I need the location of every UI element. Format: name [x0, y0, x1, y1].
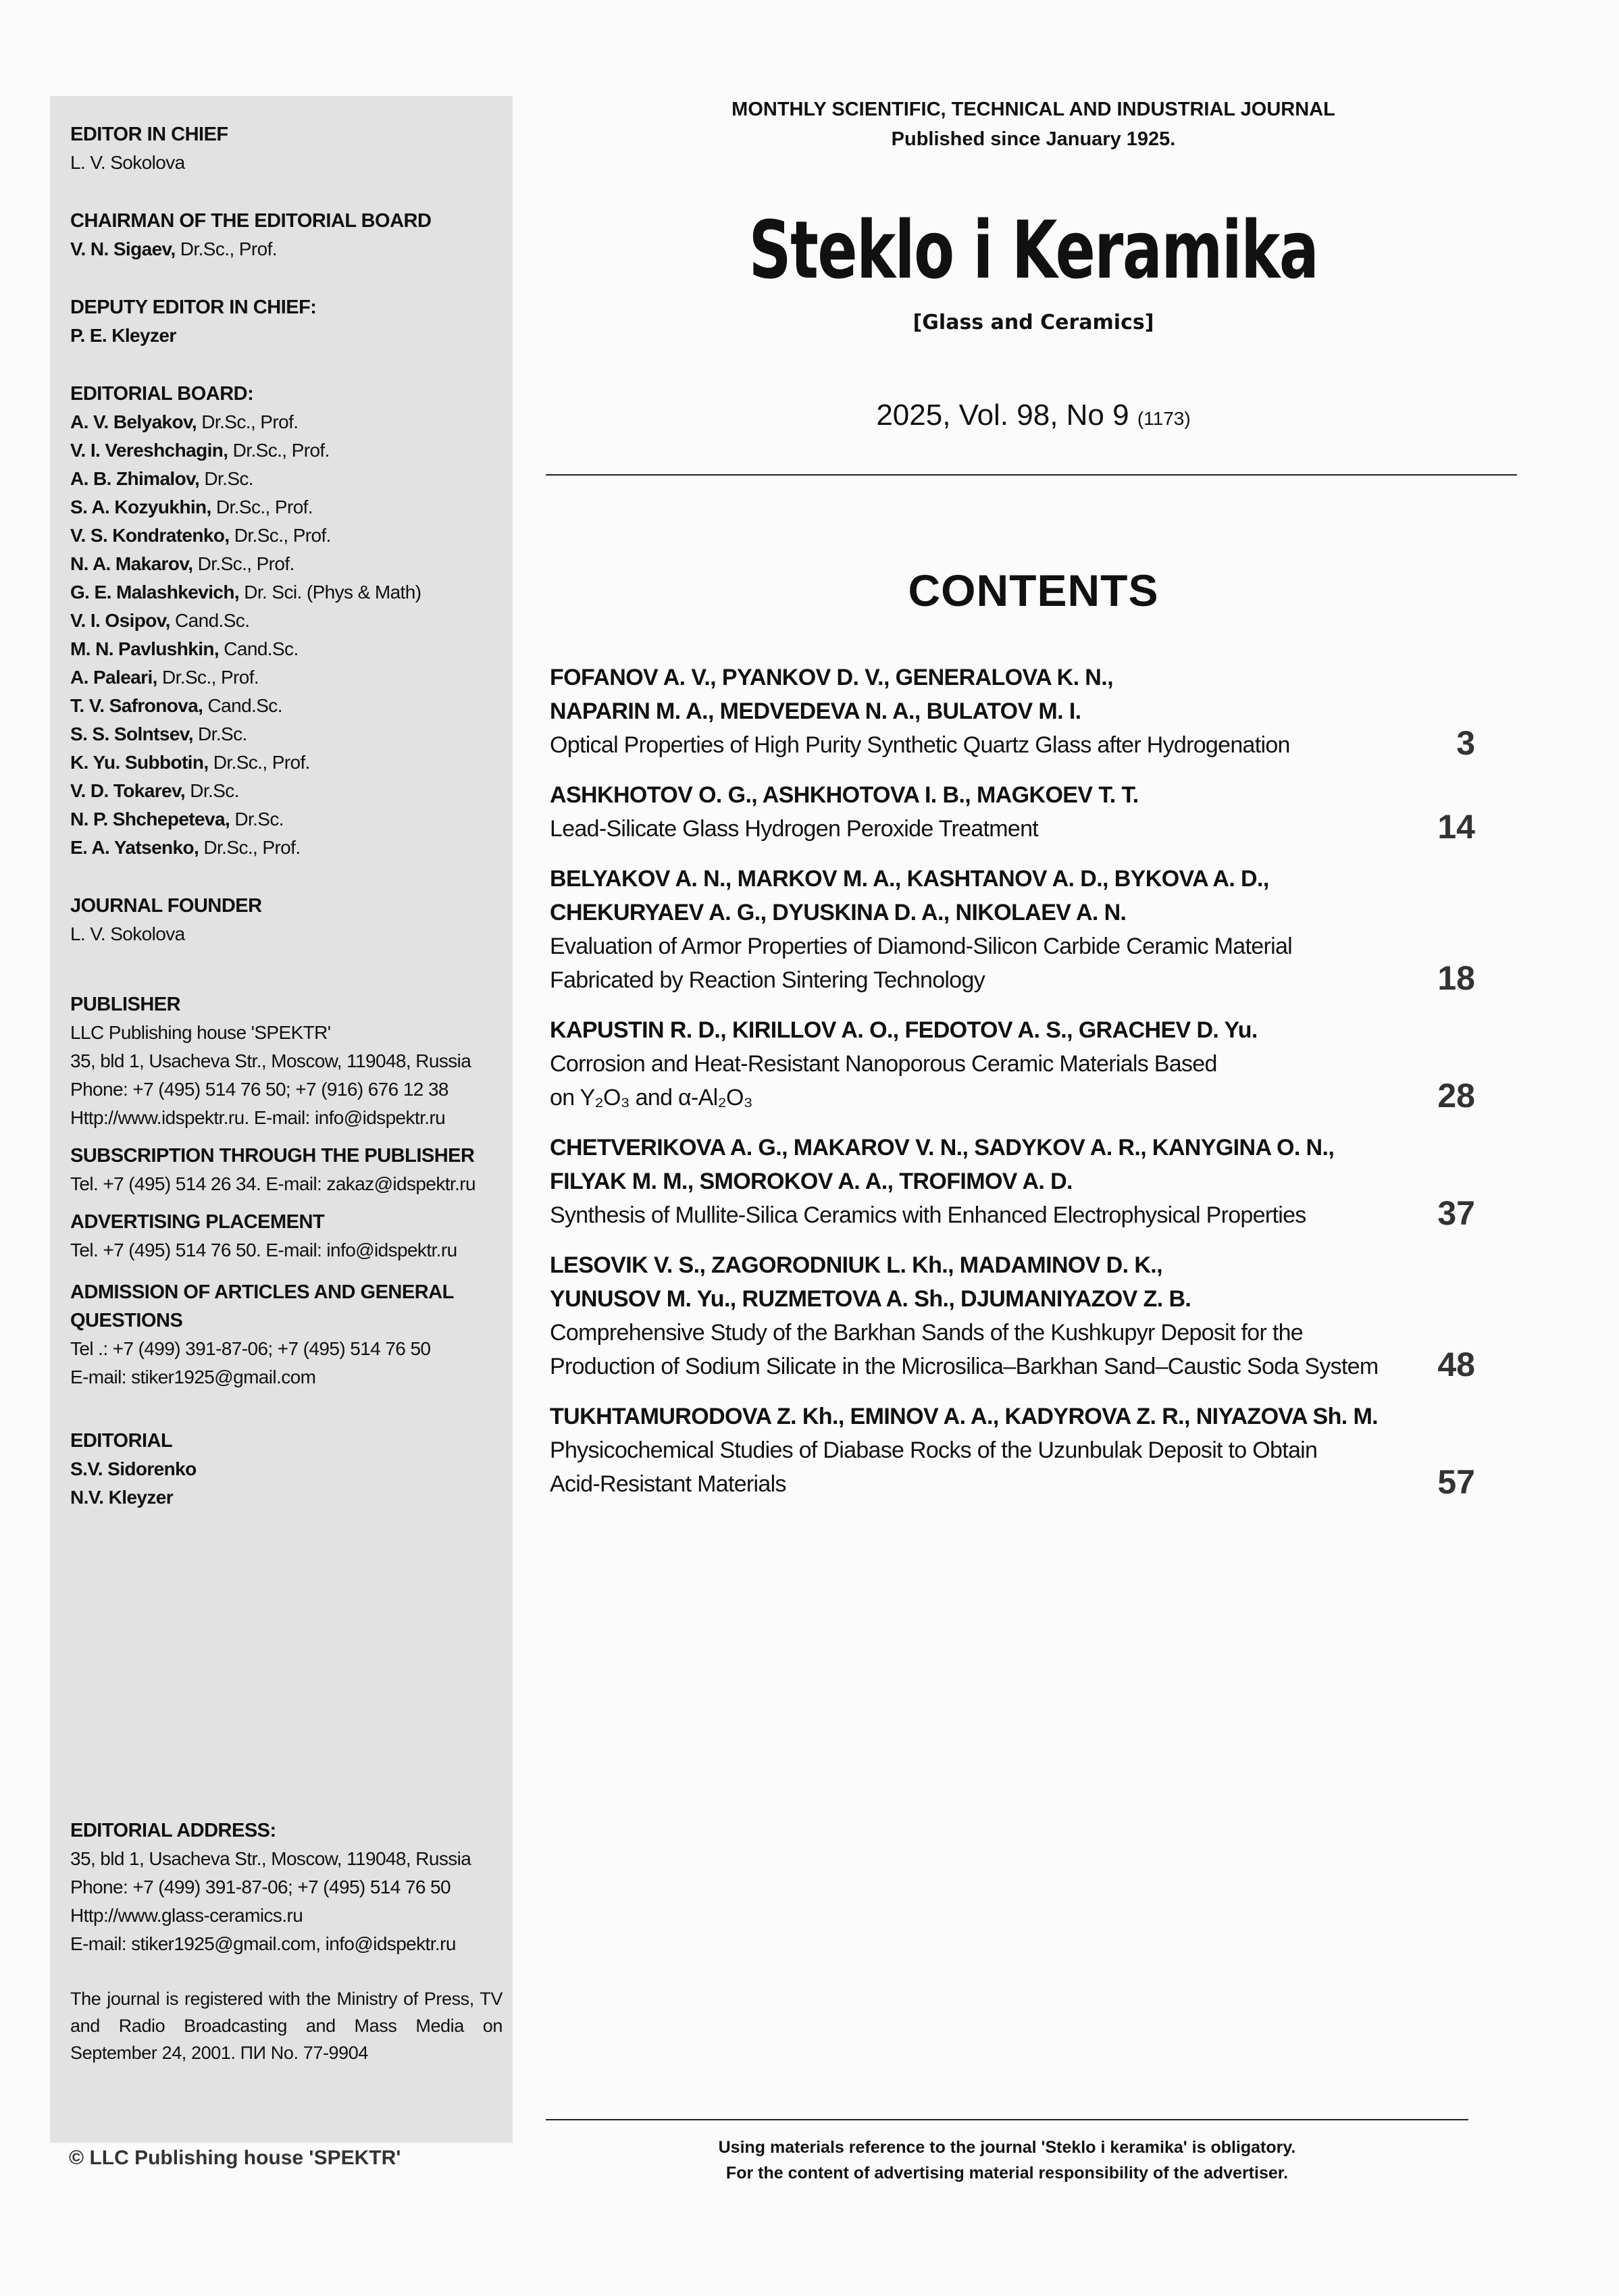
entry-page-number: 37 — [1437, 1194, 1475, 1232]
board-member-credentials: Dr.Sc., Prof. — [192, 553, 294, 574]
board-member-credentials: Dr.Sc., Prof. — [208, 752, 310, 773]
entry-title: Corrosion and Heat-Resistant Nanoporous Ceramic Materials Based — [550, 1051, 1217, 1077]
board-member-credentials: Dr.Sc. — [192, 723, 247, 744]
editorial-sidebar — [50, 96, 513, 2143]
staff-name: N.V. Kleyzer — [70, 1487, 174, 1508]
board-member — [70, 777, 503, 805]
subscription-contact[interactable]: Tel. +7 (495) 514 26 34. E-mail: zakaz@idspektr.ru — [70, 1173, 476, 1194]
staff-name: L. V. Sokolova — [70, 152, 185, 173]
entry-title: on Y₂O₃ and α-Al₂O₃ — [550, 1085, 752, 1111]
board-member-list — [70, 408, 503, 862]
board-member-name: S. S. Solntsev, — [70, 723, 193, 744]
deputy-editor-section — [70, 293, 503, 350]
board-member-name: A. V. Belyakov, — [70, 411, 197, 432]
board-member-credentials: Dr.Sc. — [199, 468, 253, 489]
board-member-credentials: Cand.Sc. — [219, 638, 299, 659]
entry-page-number: 14 — [1437, 808, 1475, 846]
board-member — [70, 720, 503, 748]
entry-authors: ASHKHOTOV O. G., ASHKHOTOVA I. B., MAGKOEV T. T. — [550, 782, 1139, 808]
address-phone: Phone: +7 (499) 391-87-06; +7 (495) 514 76 50 — [70, 1877, 451, 1897]
section-heading: EDITORIAL — [70, 1430, 173, 1452]
advertising-contact[interactable]: Tel. +7 (495) 514 76 50. E-mail: info@idspektr.ru — [70, 1240, 457, 1260]
address-line: 35, bld 1, Usacheva Str., Moscow, 119048, Russia — [70, 1848, 471, 1869]
publisher-phone: Phone: +7 (495) 514 76 50; +7 (916) 676 12 38 — [70, 1079, 448, 1100]
staff-line — [70, 149, 503, 177]
publisher-name: LLC Publishing house 'SPEKTR' — [70, 1022, 331, 1043]
contents-entry[interactable] — [550, 1400, 1475, 1501]
board-member — [70, 465, 503, 493]
board-member — [70, 663, 503, 692]
staff-line — [70, 322, 503, 350]
entry-authors: YUNUSOV M. Yu., RUZMETOVA A. Sh., DJUMANIYAZOV Z. B. — [550, 1286, 1191, 1312]
journal-since: Published since January 1925. — [891, 128, 1176, 150]
section-heading: SUBSCRIPTION THROUGH THE PUBLISHER — [70, 1145, 475, 1167]
journal-type: MONTHLY SCIENTIFIC, TECHNICAL AND INDUSTRIAL JOURNAL — [731, 99, 1335, 120]
staff-line — [70, 920, 503, 948]
editorial-address-block — [70, 1816, 503, 2066]
staff-name: L. V. Sokolova — [70, 923, 185, 944]
board-member — [70, 748, 503, 777]
issue-number: (1173) — [1137, 408, 1191, 429]
staff-line — [70, 235, 503, 263]
section-heading: JOURNAL FOUNDER — [70, 895, 262, 917]
header-divider — [546, 474, 1517, 476]
board-member — [70, 493, 503, 521]
board-member-credentials: Cand.Sc. — [170, 610, 250, 631]
entry-page-number: 28 — [1437, 1077, 1475, 1115]
board-member-name: A. Paleari, — [70, 667, 157, 688]
entry-authors: KAPUSTIN R. D., KIRILLOV A. O., FEDOTOV A. S., GRACHEV D. Yu. — [550, 1017, 1258, 1043]
entry-page-number: 57 — [1437, 1463, 1475, 1501]
entry-authors: CHETVERIKOVA A. G., MAKAROV V. N., SADYKOV A. R., KANYGINA O. N., — [550, 1135, 1335, 1160]
board-member — [70, 834, 503, 862]
board-member — [70, 578, 503, 607]
editor-in-chief-section — [70, 120, 503, 177]
board-member-name: V. I. Vereshchagin, — [70, 440, 228, 461]
board-member-name: V. S. Kondratenko, — [70, 525, 230, 546]
board-member-credentials: Dr.Sc., Prof. — [157, 667, 259, 688]
entry-title: Synthesis of Mullite-Silica Ceramics with Enhanced Electrophysical Properties — [550, 1202, 1306, 1228]
chairman-section — [70, 207, 503, 263]
contents-list — [550, 661, 1475, 1517]
entry-title: Physicochemical Studies of Diabase Rocks of the Uzunbulak Deposit to Obtain — [550, 1437, 1318, 1463]
entry-title: Lead-Silicate Glass Hydrogen Peroxide Treatment — [550, 816, 1039, 842]
board-member — [70, 408, 503, 436]
admission-phone: Tel .: +7 (499) 391-87-06; +7 (495) 514 76 50 — [70, 1338, 431, 1359]
section-heading: QUESTIONS — [70, 1310, 183, 1331]
board-member — [70, 607, 503, 635]
registration-note: The journal is registered with the Ministry of Press, TV and Radio Broadcasting and Mass Media on September 24, 2001. ПИ No. 77-9904 — [70, 1989, 503, 2063]
footer-line: Using materials reference to the journal 'Steklo i keramika' is obligatory. — [718, 2138, 1296, 2157]
board-member — [70, 521, 503, 550]
entry-title: Acid-Resistant Materials — [550, 1471, 786, 1497]
founder-section — [70, 892, 503, 948]
board-member-credentials: Dr.Sc., Prof. — [229, 525, 331, 546]
contents-entry[interactable] — [550, 661, 1475, 762]
board-member-name: S. A. Kozyukhin, — [70, 496, 211, 517]
staff-name: V. N. Sigaev, — [70, 238, 176, 259]
staff-credentials: Dr.Sc., Prof. — [175, 238, 277, 259]
journal-title: Steklo i Keramika — [748, 203, 1318, 297]
board-member-name: K. Yu. Subbotin, — [70, 752, 209, 773]
publisher-web[interactable]: Http://www.idspektr.ru. E-mail: info@idspektr.ru — [70, 1107, 446, 1128]
board-member-credentials: Cand.Sc. — [203, 695, 282, 716]
entry-title: Optical Properties of High Purity Synthetic Quartz Glass after Hydrogenation — [550, 732, 1290, 758]
issue-line — [547, 399, 1520, 432]
subscription-section — [70, 1142, 503, 1198]
admission-section — [70, 1278, 503, 1392]
entry-page-number: 18 — [1437, 959, 1475, 997]
entry-title: Production of Sodium Silicate in the Microsilica–Barkhan Sand–Caustic Soda System — [550, 1354, 1379, 1379]
issue-volume: 2025, Vol. 98, No 9 — [876, 399, 1129, 432]
sidebar-masthead — [70, 120, 503, 1541]
entry-title: Evaluation of Armor Properties of Diamond-Silicon Carbide Ceramic Material — [550, 934, 1293, 959]
section-heading: ADVERTISING PLACEMENT — [70, 1211, 325, 1233]
board-member-name: E. A. Yatsenko, — [70, 837, 199, 858]
contents-entry[interactable] — [550, 1013, 1475, 1115]
staff-line — [70, 1483, 503, 1512]
contents-entry[interactable] — [550, 1131, 1475, 1232]
entry-page-number: 48 — [1437, 1346, 1475, 1383]
board-member-name: T. V. Safronova, — [70, 695, 203, 716]
entry-authors: NAPARIN M. A., MEDVEDEVA N. A., BULATOV M. I. — [550, 698, 1081, 724]
staff-name: S.V. Sidorenko — [70, 1458, 197, 1479]
board-member-credentials: Dr.Sc., Prof. — [199, 837, 301, 858]
entry-authors: TUKHTAMURODOVA Z. Kh., EMINOV A. A., KADYROVA Z. R., NIYAZOVA Sh. M. — [550, 1404, 1379, 1429]
publisher-address: 35, bld 1, Usacheva Str., Moscow, 119048, Russia — [70, 1050, 471, 1071]
section-heading: DEPUTY EDITOR IN CHIEF: — [70, 297, 317, 318]
board-member-credentials: Dr.Sc., Prof. — [228, 440, 330, 461]
footer-line: For the content of advertising material responsibility of the advertiser. — [725, 2164, 1289, 2183]
board-member-name: N. P. Shchepeteva, — [70, 809, 230, 830]
journal-header — [547, 95, 1520, 154]
board-member-credentials: Dr.Sc. — [230, 809, 284, 830]
board-member-name: V. D. Tokarev, — [70, 780, 186, 801]
entry-authors: BELYAKOV A. N., MARKOV M. A., KASHTANOV A. D., BYKOVA A. D., — [550, 866, 1269, 892]
board-member-credentials: Dr.Sc., Prof. — [197, 411, 299, 432]
board-member-name: A. B. Zhimalov, — [70, 468, 200, 489]
board-member — [70, 635, 503, 663]
board-member-credentials: Dr.Sc. — [185, 780, 239, 801]
staff-line — [70, 1455, 503, 1483]
board-member-credentials: Dr.Sc., Prof. — [211, 496, 313, 517]
section-heading: CHAIRMAN OF THE EDITORIAL BOARD — [70, 210, 432, 232]
editorial-staff-section — [70, 1427, 503, 1512]
board-member — [70, 550, 503, 578]
editorial-board-section — [70, 380, 503, 862]
entry-page-number: 3 — [1456, 724, 1475, 762]
contents-entry[interactable] — [550, 778, 1475, 846]
advertising-section — [70, 1208, 503, 1265]
entry-authors: FILYAK M. M., SMOROKOV A. A., TROFIMOV A. D. — [550, 1169, 1073, 1194]
board-member-name: V. I. Osipov, — [70, 610, 170, 631]
copyright-notice: © LLC Publishing house 'SPEKTR' — [69, 2147, 401, 2169]
section-heading: ADMISSION OF ARTICLES AND GENERAL — [70, 1281, 454, 1303]
entry-authors: LESOVIK V. S., ZAGORODNIUK L. Kh., MADAMINOV D. K., — [550, 1252, 1162, 1278]
entry-authors: CHEKURYAEV A. G., DYUSKINA D. A., NIKOLAEV A. N. — [550, 900, 1127, 925]
journal-subtitle: [Glass and Ceramics] — [913, 311, 1154, 334]
section-heading: EDITORIAL BOARD: — [70, 383, 254, 405]
board-member-credentials: Dr. Sci. (Phys & Math) — [239, 582, 421, 603]
staff-name: P. E. Kleyzer — [70, 325, 176, 346]
entry-title: Fabricated by Reaction Sintering Technology — [550, 967, 985, 993]
entry-authors: FOFANOV A. V., PYANKOV D. V., GENERALOVA K. N., — [550, 665, 1113, 690]
board-member — [70, 692, 503, 720]
board-member — [70, 436, 503, 465]
board-member-name: M. N. Pavlushkin, — [70, 638, 220, 659]
entry-title: Comprehensive Study of the Barkhan Sands of the Kushkupyr Deposit for the — [550, 1320, 1304, 1346]
board-member-name: N. A. Makarov, — [70, 553, 193, 574]
admission-email[interactable]: E-mail: stiker1925@gmail.com — [70, 1367, 316, 1387]
publisher-section — [70, 990, 503, 1132]
contents-entry[interactable] — [550, 1248, 1475, 1383]
footer-note — [546, 2135, 1468, 2186]
contents-entry[interactable] — [550, 862, 1475, 997]
section-heading: EDITOR IN CHIEF — [70, 124, 228, 145]
address-web[interactable]: Http://www.glass-ceramics.ru — [70, 1905, 303, 1926]
section-heading: EDITORIAL ADDRESS: — [70, 1820, 276, 1841]
address-email[interactable]: E-mail: stiker1925@gmail.com, info@idspektr.ru — [70, 1933, 456, 1954]
contents-heading: CONTENTS — [908, 565, 1159, 615]
section-heading: PUBLISHER — [70, 994, 181, 1015]
board-member — [70, 805, 503, 834]
footer-divider — [546, 2119, 1468, 2120]
board-member-name: G. E. Malashkevich, — [70, 582, 240, 603]
